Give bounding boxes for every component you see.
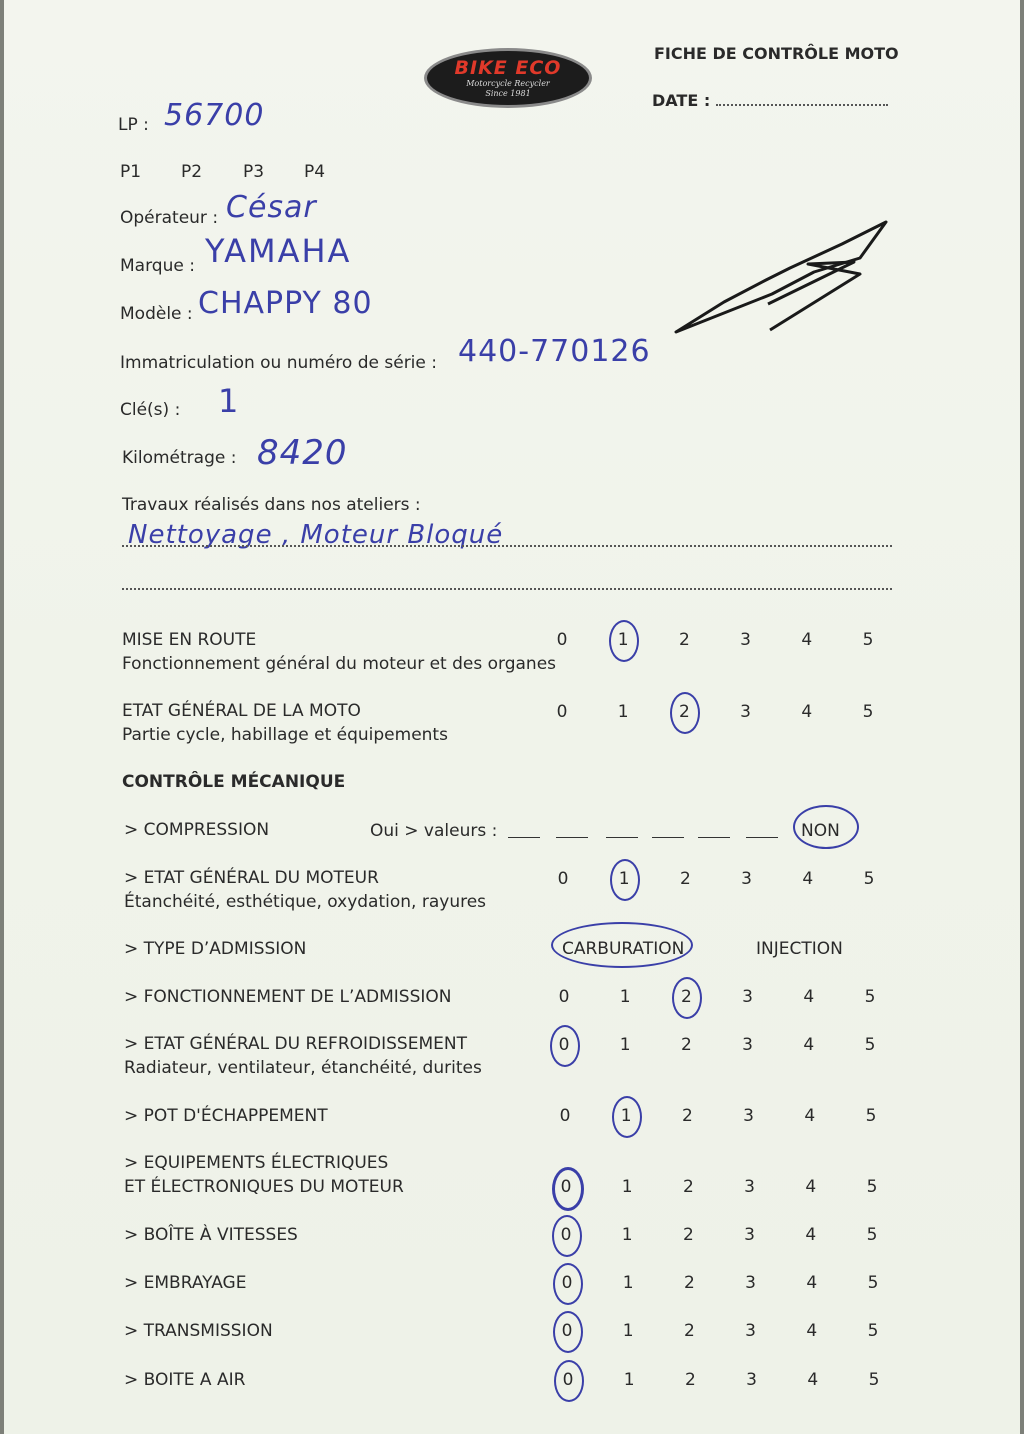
cooling-score-4[interactable]: 4 [803, 1035, 815, 1055]
cooling-score-0[interactable]: 0 [558, 1035, 570, 1055]
cooling-score-circle [550, 1025, 580, 1067]
logo-since: Since 1981 [485, 89, 531, 98]
check-startup-label: MISE EN ROUTE [122, 630, 257, 650]
date-field[interactable] [716, 104, 888, 106]
general-score-0[interactable]: 0 [556, 702, 568, 722]
exhaust-score-5[interactable]: 5 [865, 1106, 877, 1126]
works-line-2 [122, 588, 892, 590]
compression-value-4[interactable] [652, 837, 684, 838]
electrical-label-2: ET ÉLECTRONIQUES DU MOTEUR [124, 1177, 404, 1197]
check-startup-sub: Fonctionnement général du moteur et des organes [122, 654, 557, 674]
sheet-title: FICHE DE CONTRÔLE MOTO [654, 44, 899, 63]
clutch-score-5[interactable]: 5 [867, 1273, 879, 1293]
signature [664, 210, 904, 340]
check-general-label: ETAT GÉNÉRAL DE LA MOTO [122, 701, 361, 721]
intake-function-score-1[interactable]: 1 [619, 987, 631, 1007]
engine-score-1[interactable]: 1 [618, 869, 630, 889]
gearbox-score-1[interactable]: 1 [621, 1225, 633, 1245]
mileage-label: Kilométrage : [122, 448, 237, 468]
cooling-sub: Radiateur, ventilateur, étanchéité, durites [124, 1058, 482, 1078]
startup-score-5[interactable]: 5 [862, 630, 874, 650]
intake-function-label: > FONCTIONNEMENT DE L’ADMISSION [124, 987, 452, 1007]
position-p2[interactable]: P2 [181, 162, 203, 182]
engine-score-5[interactable]: 5 [863, 869, 875, 889]
startup-score-3[interactable]: 3 [740, 630, 751, 650]
startup-score-0[interactable]: 0 [556, 630, 568, 650]
intake-function-score-3[interactable]: 3 [742, 987, 753, 1007]
cooling-score-5[interactable]: 5 [864, 1035, 876, 1055]
electrical-label: > EQUIPEMENTS ÉLECTRIQUES [124, 1153, 389, 1173]
clutch-score-1[interactable]: 1 [622, 1273, 634, 1293]
exhaust-label: > POT D'ÉCHAPPEMENT [124, 1106, 328, 1126]
exhaust-score-1[interactable]: 1 [620, 1106, 632, 1126]
intake-carburation[interactable]: CARBURATION [562, 939, 685, 959]
gearbox-score-circle [552, 1215, 582, 1257]
bike-eco-logo [424, 48, 592, 108]
general-score-5[interactable]: 5 [862, 702, 874, 722]
logo-tagline: Motorcycle Recycler [466, 79, 550, 88]
mileage-value[interactable]: 8420 [257, 433, 348, 473]
engine-score-0[interactable]: 0 [557, 869, 569, 889]
keys-label: Clé(s) : [120, 400, 181, 420]
compression-label: > COMPRESSION [124, 820, 270, 840]
engine-score-circle [610, 859, 640, 901]
works-value[interactable]: Nettoyage , Moteur Bloqué [128, 520, 504, 550]
transmission-score-5[interactable]: 5 [867, 1321, 879, 1341]
works-line-1 [122, 545, 892, 547]
serial-label: Immatriculation ou numéro de série : [120, 353, 437, 373]
transmission-score-circle [553, 1311, 583, 1353]
engine-score-3[interactable]: 3 [741, 869, 752, 889]
intake-function-score-5[interactable]: 5 [864, 987, 876, 1007]
clutch-score-0[interactable]: 0 [561, 1273, 573, 1293]
compression-value-1[interactable] [508, 837, 540, 838]
electrical-score-2[interactable]: 2 [682, 1177, 694, 1197]
position-p1[interactable]: P1 [120, 162, 142, 182]
general-score-circle [670, 692, 700, 734]
exhaust-score-2[interactable]: 2 [681, 1106, 693, 1126]
engine-label: > ETAT GÉNÉRAL DU MOTEUR [124, 868, 379, 888]
airbox-score-circle [554, 1360, 584, 1402]
model-label: Modèle : [120, 304, 193, 324]
airbox-score-1[interactable]: 1 [623, 1370, 635, 1390]
brand-value[interactable]: YAMAHA [205, 232, 352, 270]
engine-sub: Étanchéité, esthétique, oxydation, rayures [124, 892, 487, 912]
compression-value-3[interactable] [606, 837, 638, 838]
gearbox-score-4[interactable]: 4 [805, 1225, 817, 1245]
startup-score-1[interactable]: 1 [617, 630, 629, 650]
works-label: Travaux réalisés dans nos ateliers : [122, 495, 421, 515]
exhaust-score-4[interactable]: 4 [804, 1106, 816, 1126]
airbox-score-3[interactable]: 3 [746, 1370, 757, 1390]
clutch-score-4[interactable]: 4 [806, 1273, 818, 1293]
operator-value[interactable]: César [226, 190, 317, 225]
electrical-score-0[interactable]: 0 [560, 1177, 572, 1197]
intake-function-score-0[interactable]: 0 [558, 987, 570, 1007]
brand-label: Marque : [120, 256, 195, 276]
intake-type-label: > TYPE D’ADMISSION [124, 939, 307, 959]
clutch-score-circle [553, 1263, 583, 1305]
intake-function-score-2[interactable]: 2 [680, 987, 692, 1007]
intake-function-score-4[interactable]: 4 [803, 987, 815, 1007]
engine-score-4[interactable]: 4 [802, 869, 814, 889]
gearbox-score-5[interactable]: 5 [866, 1225, 878, 1245]
model-value[interactable]: CHAPPY 80 [198, 286, 373, 321]
electrical-score-1[interactable]: 1 [621, 1177, 633, 1197]
intake-function-score-circle [672, 977, 702, 1019]
keys-value[interactable]: 1 [218, 382, 240, 420]
intake-carburation-circle [551, 922, 693, 968]
clutch-score-3[interactable]: 3 [745, 1273, 756, 1293]
transmission-score-2[interactable]: 2 [683, 1321, 695, 1341]
engine-score-2[interactable]: 2 [679, 869, 691, 889]
exhaust-score-0[interactable]: 0 [559, 1106, 571, 1126]
position-p3[interactable]: P3 [243, 162, 265, 182]
lp-value[interactable]: 56700 [164, 98, 265, 133]
electrical-score-4[interactable]: 4 [805, 1177, 817, 1197]
cooling-label: > ETAT GÉNÉRAL DU REFROIDISSEMENT [124, 1034, 467, 1054]
operator-label: Opérateur : [120, 208, 219, 228]
serial-value[interactable]: 440-770126 [458, 334, 651, 369]
airbox-score-5[interactable]: 5 [868, 1370, 880, 1390]
cooling-score-3[interactable]: 3 [742, 1035, 753, 1055]
electrical-score-5[interactable]: 5 [866, 1177, 878, 1197]
compression-value-2[interactable] [556, 837, 588, 838]
transmission-score-4[interactable]: 4 [806, 1321, 818, 1341]
clutch-label: > EMBRAYAGE [124, 1273, 247, 1293]
date-label: DATE : [652, 91, 711, 110]
compression-non-circle [793, 805, 859, 849]
startup-score-4[interactable]: 4 [801, 630, 813, 650]
cooling-score-2[interactable]: 2 [680, 1035, 692, 1055]
compression-value-5[interactable] [698, 837, 730, 838]
gearbox-score-3[interactable]: 3 [744, 1225, 755, 1245]
cooling-score-1[interactable]: 1 [619, 1035, 631, 1055]
gearbox-label: > BOÎTE À VITESSES [124, 1225, 298, 1245]
transmission-score-1[interactable]: 1 [622, 1321, 634, 1341]
exhaust-score-circle [612, 1096, 642, 1138]
logo-brand: BIKE ECO [454, 57, 562, 79]
position-p4[interactable]: P4 [304, 162, 326, 182]
compression-non[interactable]: NON [801, 821, 840, 841]
mechanical-title: CONTRÔLE MÉCANIQUE [122, 772, 346, 792]
general-score-1[interactable]: 1 [617, 702, 629, 722]
transmission-score-3[interactable]: 3 [745, 1321, 756, 1341]
transmission-label: > TRANSMISSION [124, 1321, 273, 1341]
check-general-sub: Partie cycle, habillage et équipements [122, 725, 448, 745]
intake-injection[interactable]: INJECTION [756, 939, 843, 959]
compression-value-6[interactable] [746, 837, 778, 838]
transmission-score-0[interactable]: 0 [561, 1321, 573, 1341]
startup-score-circle [609, 620, 639, 662]
electrical-score-circle [552, 1167, 584, 1211]
electrical-score-3[interactable]: 3 [744, 1177, 755, 1197]
general-score-4[interactable]: 4 [801, 702, 813, 722]
control-sheet [4, 0, 1020, 1434]
gearbox-score-2[interactable]: 2 [682, 1225, 694, 1245]
airbox-label: > BOITE A AIR [124, 1370, 246, 1390]
airbox-score-0[interactable]: 0 [562, 1370, 574, 1390]
airbox-score-4[interactable]: 4 [807, 1370, 819, 1390]
general-score-3[interactable]: 3 [740, 702, 751, 722]
compression-oui-label: Oui > valeurs : [370, 821, 498, 841]
exhaust-score-3[interactable]: 3 [743, 1106, 754, 1126]
gearbox-score-0[interactable]: 0 [560, 1225, 572, 1245]
lp-label: LP : [118, 115, 149, 135]
airbox-score-2[interactable]: 2 [684, 1370, 696, 1390]
startup-score-2[interactable]: 2 [678, 630, 690, 650]
clutch-score-2[interactable]: 2 [683, 1273, 695, 1293]
general-score-2[interactable]: 2 [678, 702, 690, 722]
